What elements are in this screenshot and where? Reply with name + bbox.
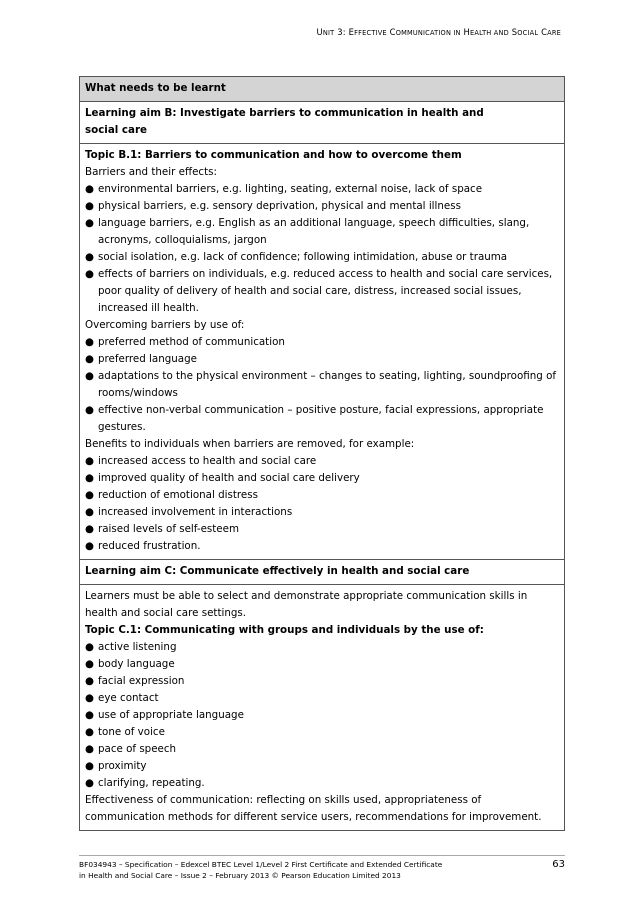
- hdr-part: ARE: [547, 29, 561, 37]
- bullet-icon: ●: [85, 336, 94, 348]
- hdr-part: FFECTIVE: [354, 29, 387, 37]
- page-number: 63: [552, 859, 565, 870]
- list-item-text: proximity: [98, 760, 147, 772]
- content-table: [79, 76, 565, 831]
- bullet-icon: ●: [85, 709, 94, 721]
- hdr-part: NIT: [322, 29, 335, 37]
- hdr-part: 3: E: [334, 27, 355, 37]
- table-heading: What needs to be learnt: [80, 77, 565, 102]
- list-item: [85, 673, 559, 690]
- topic-c1-intro: Learners must be able to select and demonstrate appropriate communication skills in health and social care settings.: [85, 590, 528, 619]
- bullet-icon: ●: [85, 641, 94, 653]
- bullet-icon: ●: [85, 760, 94, 772]
- bullet-icon: ●: [85, 251, 94, 263]
- hdr-part: U: [316, 27, 323, 37]
- learning-aim-b: Learning aim B: Investigate barriers to communication in health and social care: [80, 102, 565, 144]
- list-item: [85, 215, 559, 249]
- list-item-text: environmental barriers, e.g. lighting, seating, external noise, lack of space: [98, 183, 483, 195]
- list-item: [85, 181, 559, 198]
- list-item: [85, 656, 559, 673]
- list-item-text: increased access to health and social care: [98, 455, 317, 467]
- bullet-icon: ●: [85, 404, 94, 416]
- list-item: [85, 198, 559, 215]
- bullet-icon: ●: [85, 489, 94, 501]
- list-item: [85, 775, 559, 792]
- overcoming-list: [85, 334, 559, 436]
- list-item-text: reduced frustration.: [98, 540, 201, 552]
- list-item-text: physical barriers, e.g. sensory deprivation, physical and mental illness: [98, 200, 461, 212]
- bullet-icon: ●: [85, 200, 94, 212]
- list-item-text: improved quality of health and social care delivery: [98, 472, 360, 484]
- bullet-icon: ●: [85, 472, 94, 484]
- hdr-part: EALTH AND: [470, 29, 509, 37]
- hdr-part: OMMUNICATION IN: [395, 29, 461, 37]
- effectiveness-text: Effectiveness of communication: reflecting on skills used, appropriateness of communication methods for different service users, recommendations for improvement.: [85, 794, 542, 823]
- barriers-intro: Barriers and their effects:: [85, 166, 217, 178]
- list-item-text: preferred method of communication: [98, 336, 285, 348]
- hdr-part: H: [460, 27, 471, 37]
- list-item-text: adaptations to the physical environment – changes to seating, lighting, soundproofing of rooms/windows: [98, 370, 557, 399]
- list-item-text: effective non-verbal communication – positive posture, facial expressions, appropriate gestures.: [98, 404, 544, 433]
- list-item: [85, 334, 559, 351]
- bullet-icon: ●: [85, 726, 94, 738]
- list-item-text: language barriers, e.g. English as an additional language, speech difficulties, slang, acronyms, colloquialisms, jargon: [98, 217, 530, 246]
- list-item: [85, 521, 559, 538]
- topic-b1-cell: [80, 144, 565, 560]
- bullet-icon: ●: [85, 353, 94, 365]
- bullet-icon: ●: [85, 506, 94, 518]
- list-item-text: preferred language: [98, 353, 197, 365]
- topic-c1-title: Topic C.1: Communicating with groups and individuals by the use of:: [85, 624, 484, 636]
- list-item: [85, 402, 559, 436]
- bullet-icon: ●: [85, 268, 94, 280]
- list-item: [85, 487, 559, 504]
- list-item: [85, 470, 559, 487]
- list-item: [85, 538, 559, 555]
- bullet-icon: ●: [85, 217, 94, 229]
- list-item-text: clarifying, repeating.: [98, 777, 205, 789]
- bullet-icon: ●: [85, 523, 94, 535]
- list-item: [85, 639, 559, 656]
- page-footer: [79, 855, 565, 881]
- overcoming-intro: Overcoming barriers by use of:: [85, 319, 245, 331]
- list-item-text: use of appropriate language: [98, 709, 244, 721]
- skills-list: [85, 639, 559, 792]
- list-item-text: pace of speech: [98, 743, 177, 755]
- benefits-intro: Benefits to individuals when barriers are removed, for example:: [85, 438, 415, 450]
- bullet-icon: ●: [85, 183, 94, 195]
- topic-c1-cell: [80, 585, 565, 831]
- list-item: [85, 690, 559, 707]
- bullet-icon: ●: [85, 777, 94, 789]
- barriers-list: [85, 181, 559, 317]
- list-item-text: increased involvement in interactions: [98, 506, 293, 518]
- list-item: [85, 724, 559, 741]
- list-item: [85, 758, 559, 775]
- bullet-icon: ●: [85, 692, 94, 704]
- hdr-part: S: [508, 27, 518, 37]
- list-item: [85, 351, 559, 368]
- running-header: [317, 27, 561, 37]
- list-item-text: raised levels of self-esteem: [98, 523, 240, 535]
- bullet-icon: ●: [85, 658, 94, 670]
- footer-line-2: in Health and Social Care – Issue 2 – February 2013 © Pearson Education Limited 2013: [79, 871, 401, 880]
- list-item: [85, 453, 559, 470]
- list-item: [85, 707, 559, 724]
- bullet-icon: ●: [85, 455, 94, 467]
- list-item: [85, 266, 559, 317]
- list-item-text: tone of voice: [98, 726, 165, 738]
- learning-aim-c: Learning aim C: Communicate effectively in health and social care: [80, 560, 565, 585]
- list-item: [85, 368, 559, 402]
- list-item: [85, 249, 559, 266]
- footer-line-1: BF034943 – Specification – Edexcel BTEC Level 1/Level 2 First Certificate and Extended Certificate: [79, 860, 443, 869]
- bullet-icon: ●: [85, 675, 94, 687]
- hdr-part: C: [386, 27, 396, 37]
- hdr-part: C: [538, 27, 548, 37]
- list-item-text: active listening: [98, 641, 177, 653]
- bullet-icon: ●: [85, 540, 94, 552]
- topic-b1-title: Topic B.1: Barriers to communication and how to overcome them: [85, 149, 462, 161]
- benefits-list: [85, 453, 559, 555]
- list-item-text: reduction of emotional distress: [98, 489, 258, 501]
- bullet-icon: ●: [85, 370, 94, 382]
- list-item: [85, 504, 559, 521]
- bullet-icon: ●: [85, 743, 94, 755]
- list-item-text: effects of barriers on individuals, e.g. reduced access to health and social care services, poor quality of delivery of health and social care, distress, increased social issues, increased ill health.: [98, 268, 553, 314]
- list-item-text: facial expression: [98, 675, 185, 687]
- list-item: [85, 741, 559, 758]
- list-item-text: social isolation, e.g. lack of confidence; following intimidation, abuse or trauma: [98, 251, 508, 263]
- list-item-text: eye contact: [98, 692, 159, 704]
- list-item-text: body language: [98, 658, 175, 670]
- hdr-part: OCIAL: [517, 29, 539, 37]
